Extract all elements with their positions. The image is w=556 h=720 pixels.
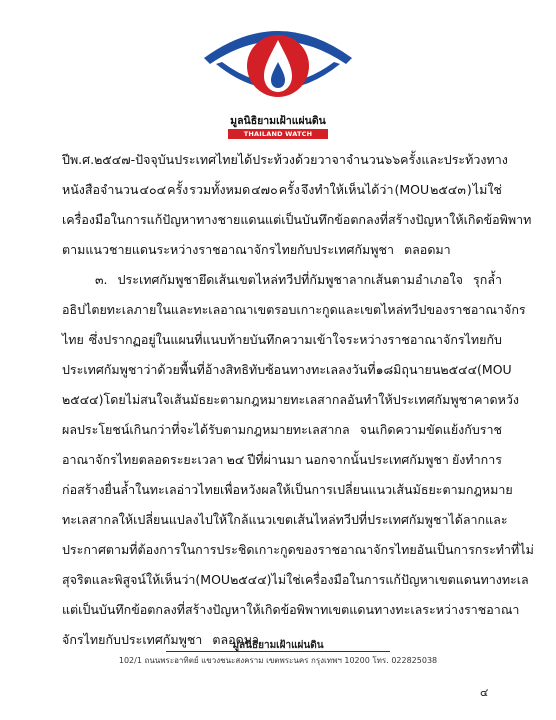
word: ปีที่ผ่านมา — [247, 452, 302, 467]
word: ๒๕๔๔) — [62, 392, 104, 407]
paragraph-line — [62, 445, 502, 475]
word: ให้เปลี่ยนแปลงไปให้ใกล้แนวเขตเส้นไหล่ทวีปที่ประเทศกัมพูชาได้ลากและ — [118, 512, 508, 527]
word: ตลอดมา — [212, 632, 259, 647]
page-number: ๔ — [480, 686, 489, 699]
paragraph-line — [62, 145, 508, 175]
word: ครั้งและประท้วงทาง — [400, 152, 508, 167]
word: ไทย — [62, 332, 84, 347]
paragraph-line — [62, 595, 520, 625]
word: สุจริต — [62, 572, 92, 587]
word: มิถุนายน — [393, 362, 441, 377]
paragraph-line — [62, 325, 502, 355]
footer-org-name: มูลนิธิยามเฝ้าแผ่นดิน — [232, 640, 324, 651]
word: ประกาศตามที่ต้องการในการประชิดเกาะกูดของราชอาณาจักรไทย — [62, 542, 417, 557]
footer-divider — [166, 651, 390, 652]
word: อันเป็นการกระทำที่ไม่ — [416, 542, 534, 557]
word: ๓. — [95, 272, 108, 287]
word: ปี — [62, 152, 70, 167]
word: ประเทศกัมพูชา — [62, 362, 144, 377]
word: ทะเลสากล — [62, 512, 119, 527]
word: (MOU — [394, 182, 430, 197]
paragraph-line — [62, 205, 532, 235]
word: และพิสูจน์ให้เห็นว่า — [91, 572, 196, 587]
word: โดยไม่สนใจเส้นมัธยะ — [103, 392, 221, 407]
paragraph-line — [62, 475, 513, 505]
paragraph-line — [62, 175, 502, 205]
word: ประเทศกัมพูชายึดเส้นเขตไหล่ทวีปที่กัมพูชาลากเส้นตามอำเภอใจ — [117, 272, 463, 287]
word: ๒๔ — [226, 452, 245, 467]
word: รุกล้ำ — [473, 272, 502, 287]
word: ครั้ง — [278, 182, 300, 197]
footer-address: 102/1 ถนนพระอาทิตย์ แขวงชนะสงคราม เขตพระนคร กรุงเทพฯ 10200 โทร. 022825038 — [118, 656, 438, 665]
word: ระหว่างราชอาณา — [422, 602, 520, 617]
word: ๒๕๔๗-ปัจจุบัน — [94, 152, 175, 167]
word: แต่เป็นบันทึกข้อตกลงที่สร้างปัญหาให้เกิดข้อพิพาทเขตแดนทางทะเล — [62, 602, 423, 617]
word: ประเทศไทยได้ประท้วงด้วยวาจาจำนวน — [174, 152, 385, 167]
word: และเขตไหล่ทวีปของราชอาณาจักร — [337, 302, 526, 317]
word: ว่าด้วยพื้นที่อ้างสิทธิทับซ้อนทางทะเล — [143, 362, 338, 377]
word: ตามกฎหมายทะเลสากล — [220, 392, 348, 407]
word: ผลประโยชน์เกินกว่าที่จะได้รับตามกฎหมายทะเลสากล — [62, 422, 350, 437]
paragraph-line — [62, 415, 502, 445]
word: อาณาจักรไทยตลอดระยะเวลา — [62, 452, 224, 467]
foundation-logo — [198, 18, 358, 148]
word: ๖๖ — [384, 152, 401, 167]
org-name-thai: มูลนิธิยามเฝ้าแผ่นดิน — [230, 115, 326, 127]
word: ๔๐๔ — [139, 182, 167, 197]
paragraph-line — [62, 235, 502, 265]
word: ก่อสร้างยื่นล้ำในทะเลอ่าวไทย — [62, 482, 221, 497]
word: ๒๕๔๓ — [430, 182, 466, 197]
word: ไม่ใช่ — [472, 182, 502, 197]
word: ซึ่งปรากฏอยู่ในแผนที่แนบท้ายบันทึกความเข้าใจระหว่างราชอาณาจักรไทยกับ — [88, 332, 502, 347]
word: ตลอดมา — [404, 242, 451, 257]
word: (MOU — [477, 362, 512, 377]
word: จักรไทยกับประเทศกัมพูชา — [62, 632, 203, 647]
word: ) — [466, 182, 472, 197]
word: ตามแนวชายแดนระหว่างราชอาณาจักรไทยกับประเทศกัมพูชา — [62, 242, 395, 257]
paragraph-line — [62, 565, 529, 595]
org-name-english: THAILAND WATCH FOUNDATION — [228, 129, 328, 139]
word: ๔๗๐ — [251, 182, 278, 197]
word: ๒๕๔๔)ไม่ใช่เครื่องมือในการแก้ปัญหาเขตแดนทางทะเล — [230, 572, 529, 587]
paragraph-line — [62, 385, 519, 415]
word: รวมทั้งหมด — [189, 182, 251, 197]
word: จึงทำให้เห็นได้ว่า — [300, 182, 394, 197]
word: เครื่องมือในการแก้ปัญหาทางชายแดน — [62, 212, 266, 227]
word: ยังทำการ — [451, 452, 502, 467]
word: เพื่อหวังผลให้เป็นการเปลี่ยนแนวเส้นมัธยะตามกฎหมาย — [220, 482, 513, 497]
word: นอกจากนั้นประเทศกัมพูชา — [304, 452, 449, 467]
word: อันทำให้ประเทศกัมพูชาคาดหวัง — [347, 392, 519, 407]
paragraph-line — [62, 265, 502, 295]
paragraph-line — [62, 355, 512, 385]
word: หนังสือจำนวน — [62, 182, 139, 197]
word: พ.ศ. — [69, 152, 95, 167]
word: ๑๘ — [375, 362, 394, 377]
word: แต่เป็นบันทึกข้อตกลงที่สร้างปัญหาให้เกิดข้อพิพาท — [265, 212, 532, 227]
word: (MOU — [195, 572, 231, 587]
word: จนเกิดความขัดแย้งกับราช — [359, 422, 502, 437]
paragraph-line — [62, 535, 534, 565]
word: ลงวันที่ — [338, 362, 376, 377]
word: ครั้ง — [167, 182, 189, 197]
paragraph-line — [62, 505, 508, 535]
document-body — [62, 145, 534, 655]
word: อธิปไตยทะเลภายในและทะเลอาณาเขตรอบเกาะกูด — [62, 302, 338, 317]
word: ๒๕๔๔ — [440, 362, 478, 377]
eye-flame-logo-icon — [198, 18, 358, 118]
paragraph-line — [62, 295, 526, 325]
